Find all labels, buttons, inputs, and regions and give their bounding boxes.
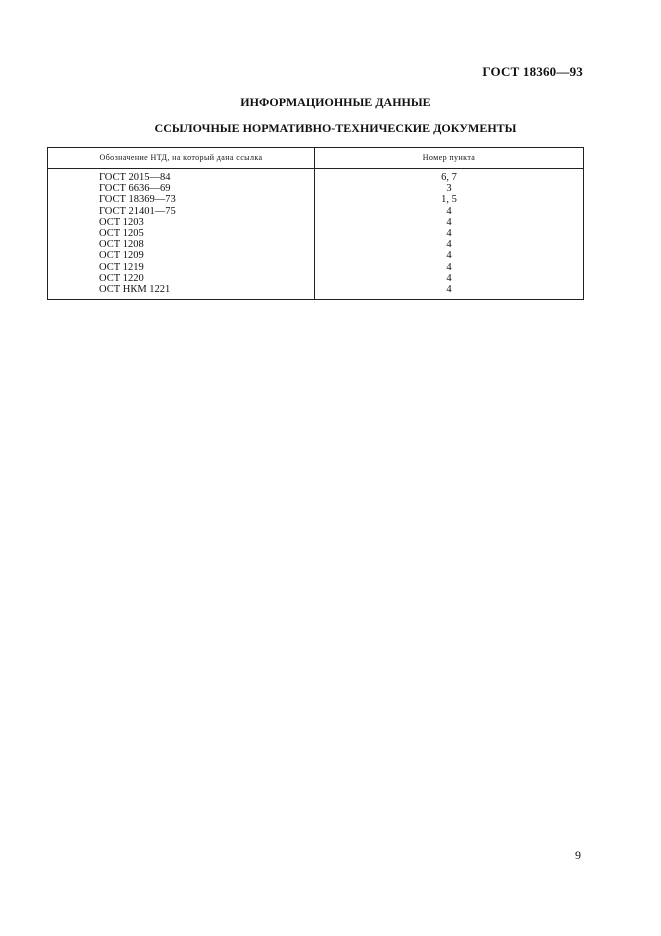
item-number-cell: 4 — [315, 262, 584, 273]
header-document-designation: Обозначение НТД, на который дана ссылка — [48, 148, 315, 169]
reference-documents-table — [47, 147, 584, 300]
table-header-row — [48, 148, 584, 169]
document-designation-cell: ОСТ 1219 — [48, 262, 315, 273]
table-row — [48, 228, 584, 239]
item-number-cell: 4 — [315, 228, 584, 239]
item-number-cell: 4 — [315, 239, 584, 250]
page-number: 9 — [575, 848, 581, 862]
table-row — [48, 194, 584, 205]
item-number-cell: 4 — [315, 273, 584, 284]
document-designation-cell: ГОСТ 6636—69 — [48, 183, 315, 194]
section-subtitle: ССЫЛОЧНЫЕ НОРМАТИВНО-ТЕХНИЧЕСКИЕ ДОКУМЕНТЫ — [154, 121, 517, 135]
item-number-cell: 3 — [315, 183, 584, 194]
document-designation-cell: ОСТ 1220 — [48, 273, 315, 284]
table-row — [48, 169, 584, 184]
document-designation-cell: ОСТ 1205 — [48, 228, 315, 239]
document-designation-cell: ОСТ НКМ 1221 — [48, 284, 315, 300]
document-designation-cell: ГОСТ 2015—84 — [48, 169, 315, 184]
header-item-number: Номер пункта — [315, 148, 584, 169]
section-title: ИНФОРМАЦИОННЫЕ ДАННЫЕ — [240, 95, 431, 109]
table-row — [48, 273, 584, 284]
table-row — [48, 217, 584, 228]
item-number-cell: 6, 7 — [315, 169, 584, 184]
document-designation-cell: ОСТ 1203 — [48, 217, 315, 228]
table-row — [48, 262, 584, 273]
table-row — [48, 206, 584, 217]
document-designation-cell: ОСТ 1209 — [48, 250, 315, 261]
document-designation-cell: ГОСТ 18369—73 — [48, 194, 315, 205]
item-number-cell: 4 — [315, 284, 584, 300]
table-row — [48, 239, 584, 250]
item-number-cell: 1, 5 — [315, 194, 584, 205]
document-designation-cell: ГОСТ 21401—75 — [48, 206, 315, 217]
document-code: ГОСТ 18360—93 — [482, 64, 583, 79]
table-row — [48, 250, 584, 261]
item-number-cell: 4 — [315, 217, 584, 228]
item-number-cell: 4 — [315, 250, 584, 261]
table-row — [48, 183, 584, 194]
item-number-cell: 4 — [315, 206, 584, 217]
table-row — [48, 284, 584, 300]
document-designation-cell: ОСТ 1208 — [48, 239, 315, 250]
